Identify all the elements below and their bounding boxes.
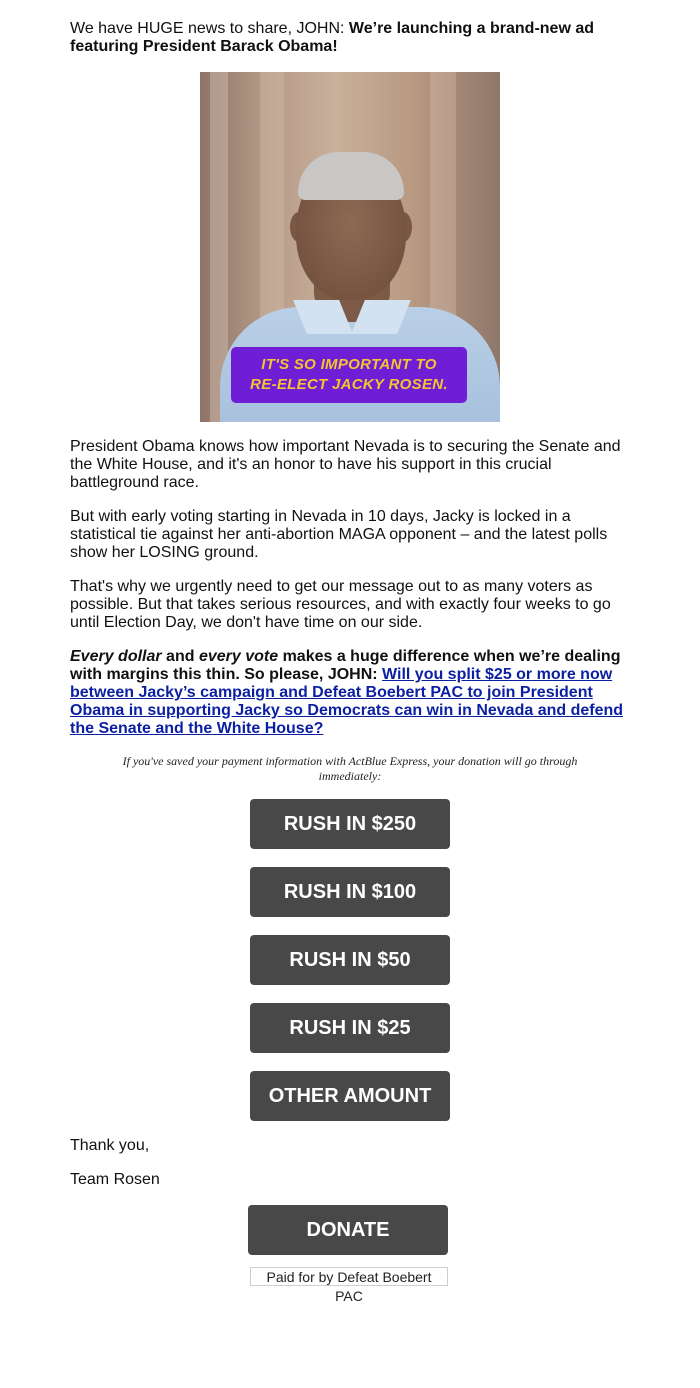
rush-50-button[interactable]: RUSH IN $50 [250, 935, 450, 985]
ask-text-2: and [161, 648, 199, 665]
body-paragraph-3: That's why we urgently need to get our message out to as many voters as possible. But that takes serious resources, and with exactly four weeks to go until Election Day, we don't have time on our side. [70, 578, 611, 631]
signoff-thanks: Thank you, [70, 1137, 150, 1154]
body-paragraph-2: But with early voting starting in Nevada in 10 days, Jacky is locked in a statistical tie against her anti-abortion MAGA opponent – and the latest polls show her LOSING ground. [70, 508, 608, 561]
donate-button[interactable]: DONATE [248, 1205, 448, 1255]
intro-lead-bold: We’re launching a brand-new ad featuring President Barack Obama! [70, 20, 594, 55]
rush-100-button[interactable]: RUSH IN $100 [250, 867, 450, 917]
actblue-express-note: If you've saved your payment information with ActBlue Express, your donation will go through immediately: [122, 754, 578, 783]
ask-paragraph [70, 648, 630, 738]
ask-emphasis-2: every vote [198, 648, 279, 665]
rush-250-button[interactable]: RUSH IN $250 [250, 799, 450, 849]
rush-25-button[interactable]: RUSH IN $25 [250, 1003, 450, 1053]
intro-paragraph [70, 20, 630, 56]
donate-ask-link[interactable]: Will you split $25 or more now between Jacky’s campaign and Defeat Boebert PAC to join President Obama in supporting Jacky so Democrats can win in Nevada and defend the Senate and the White House? [70, 666, 624, 737]
body-paragraph-1: President Obama knows how important Nevada is to securing the Senate and the White House, and it's an honor to have his support in this crucial battleground race. [70, 438, 621, 491]
ask-text-4: makes a huge difference when we’re dealing with margins this thin. So please, JOHN: [70, 648, 621, 683]
intro-lead: We have HUGE news to share, JOHN: [70, 20, 349, 37]
other-amount-button[interactable]: OTHER AMOUNT [250, 1071, 450, 1121]
ad-caption-line-2: RE-ELECT JACKY ROSEN. [250, 376, 448, 393]
ask-emphasis-1: Every dollar [70, 648, 162, 665]
obama-ad-image[interactable] [200, 72, 500, 422]
ad-caption [231, 347, 467, 403]
hair [298, 152, 404, 200]
paid-for-disclaimer: Paid for by Defeat Boebert PAC [250, 1267, 448, 1286]
signoff-team: Team Rosen [70, 1171, 160, 1188]
ad-caption-line-1: IT'S SO IMPORTANT TO [261, 356, 437, 373]
